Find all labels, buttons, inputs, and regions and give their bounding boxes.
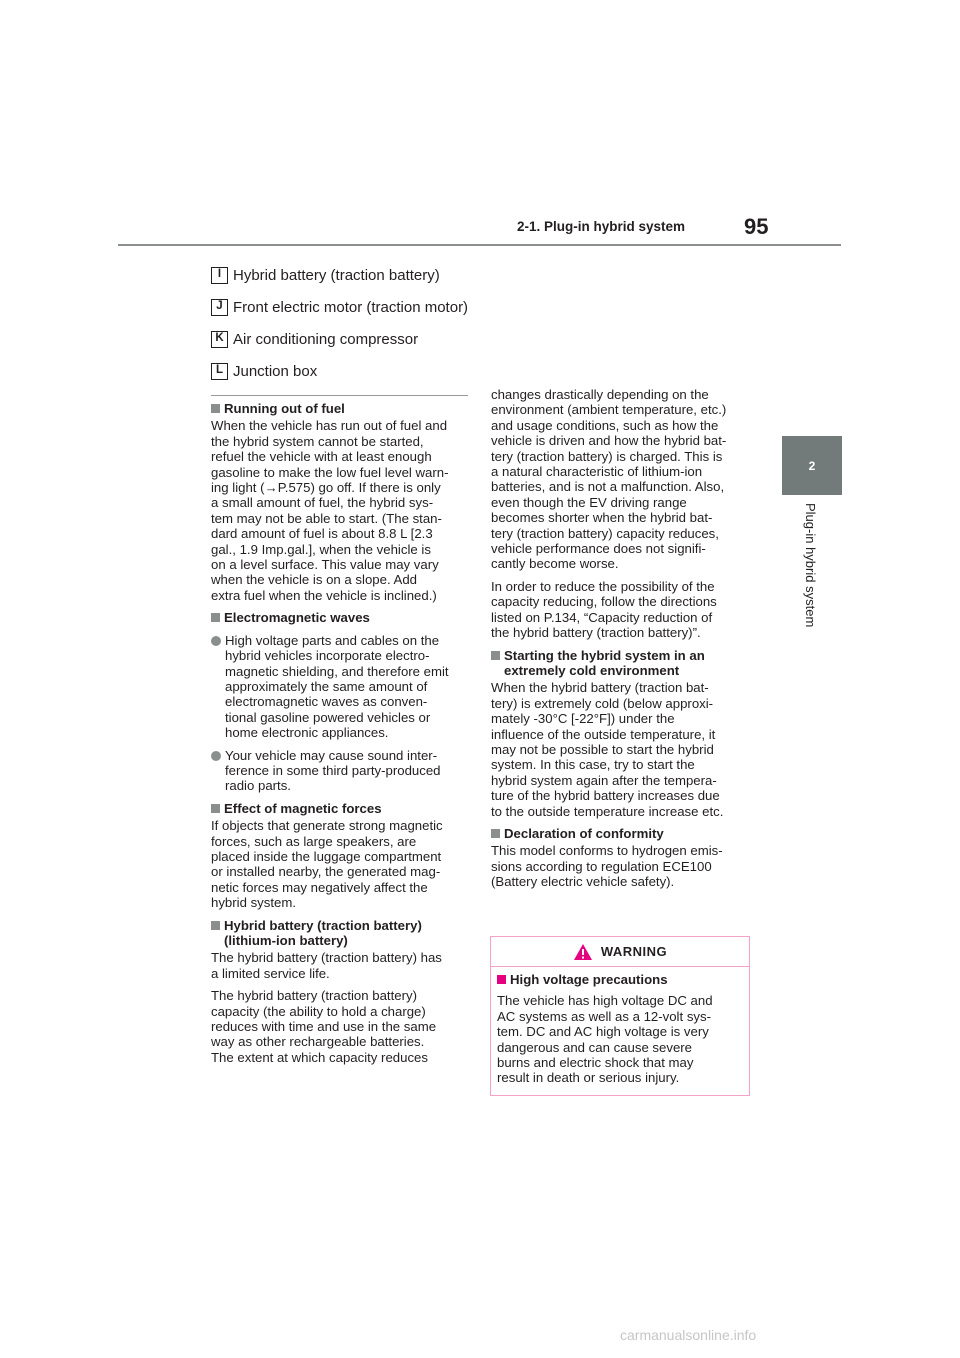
square-bullet-icon [491,829,500,838]
text-line: tery (traction battery) capacity reduces, [491,525,719,541]
legend-letter-box: J [211,299,228,316]
text-line: netic forces may negatively affect the [211,879,428,895]
warning-heading: High voltage precautions [497,972,743,987]
em-bullet-text [225,633,449,741]
section-divider [211,395,468,396]
text-line: approximately the same amount of [225,678,428,694]
legend-letter-box: K [211,331,228,348]
text-line: hybrid vehicles incorporate electro- [225,648,430,664]
square-bullet-icon [211,804,220,813]
fuel-heading: Running out of fuel [211,401,471,416]
text-line: hybrid system. [211,895,297,911]
text-line: changes drastically depending on the [491,387,709,402]
warning-body [491,967,749,1086]
text-line: or installed nearby, the generated mag- [211,864,441,880]
text-line: capacity (the ability to hold a charge) [211,1003,426,1019]
legend-text: Junction box [233,362,318,380]
text-line: a limited service life. [211,965,330,981]
chapter-tab [782,436,842,495]
text-line: ference in some third party-produced [225,762,441,778]
text-line: The extent at which capacity reduces [211,1049,428,1065]
text-line: If objects that generate strong magnetic [211,818,443,834]
text-line: batteries, and is not a malfunction. Also, [491,479,725,495]
em-heading: Electromagnetic waves [211,610,471,625]
battery-heading: Hybrid battery (traction battery) (lithium-ion battery) [211,918,471,949]
text-line: may not be possible to start the hybrid [491,741,714,757]
em-bullet-text [225,748,441,794]
text-line: gal., 1.9 Imp.gal.], when the vehicle is [211,541,431,557]
circle-bullet-icon [211,636,221,646]
text-line: environment (ambient temperature, etc.) [491,402,727,418]
left-column [211,401,471,1072]
text-line: system. In this case, try to start the [491,757,695,773]
text-line: forces, such as large speakers, are [211,833,417,849]
text-line: refuel the vehicle with at least enough [211,449,432,465]
text-line: tery (traction battery) is charged. This is [491,448,723,464]
em-bullet-item [211,748,471,794]
text-line: cantly become worse. [491,556,619,572]
text-line: a natural characteristic of lithium-ion [491,464,703,480]
text-line: mately -30°C [-22°F]) under the [491,711,675,727]
header-divider [118,244,841,246]
square-bullet-icon [211,404,220,413]
text-line: the hybrid system cannot be started, [211,433,424,449]
legend-item [211,259,468,291]
text-line: When the vehicle has run out of fuel and [211,418,448,434]
text-line: (Battery electric vehicle safety). [491,874,675,890]
text-line: influence of the outside temperature, it [491,726,716,742]
legend-text: Front electric motor (traction motor) [233,298,469,316]
battery-text-continued [491,387,753,572]
warning-title: WARNING [600,944,668,959]
text-line: The vehicle has high voltage DC and [497,993,713,1009]
capacity-reduction-text [491,579,753,641]
text-line: gasoline to make the low fuel level warn- [211,464,449,480]
text-line: tem. DC and AC high voltage is very [497,1024,709,1040]
warning-header [491,937,749,967]
text-line: becomes shorter when the hybrid bat- [491,510,713,526]
text-line: extra fuel when the vehicle is inclined.) [211,587,437,603]
page-number: 95 [744,214,769,239]
text-line: home electronic appliances. [225,725,389,741]
text-line: the hybrid battery (traction battery)”. [491,625,701,641]
text-line: a small amount of fuel, the hybrid sys- [211,495,434,511]
text-line: even though the EV driving range [491,494,687,510]
text-line: placed inside the luggage compartment [211,848,442,864]
text-line: vehicle performance does not signifi- [491,541,706,557]
chapter-label: Plug-in hybrid system [803,503,818,628]
fuel-text [211,418,471,603]
text-line: dard amount of fuel is about 8.8 L [2.3 [211,526,433,542]
text-line: magnetic shielding, and therefore emit [225,663,449,679]
text-line: When the hybrid battery (traction bat- [491,680,709,696]
text-line: The hybrid battery (traction battery) has [211,950,442,966]
text-line: burns and electric shock that may [497,1055,694,1071]
text-line: to the outside temperature increase etc. [491,803,724,819]
text-line: and usage conditions, such as how the [491,417,719,433]
text-line: result in death or serious injury. [497,1070,680,1086]
text-line: way as other rechargeable batteries. [211,1034,425,1050]
text-line: High voltage parts and cables on the [225,632,440,648]
conformity-text [491,843,753,889]
watermark: carmanualsonline.info [620,1327,757,1343]
square-bullet-icon [211,921,220,930]
text-line: radio parts. [225,778,291,794]
circle-bullet-icon [211,751,221,761]
cold-heading: Starting the hybrid system in an extremely cold environment [491,648,753,679]
text-line: dangerous and can cause severe [497,1039,693,1055]
legend-text: Hybrid battery (traction battery) [233,266,440,284]
conformity-heading: Declaration of conformity [491,826,753,841]
text-line: tem may not be able to start. (The stan- [211,510,442,526]
text-line: ing light (→P.575) go off. If there is only [211,480,441,496]
text-line: vehicle is driven and how the hybrid bat- [491,433,727,449]
warning-box [490,936,750,1096]
text-line: tional gasoline powered vehicles or [225,709,431,725]
legend-text: Air conditioning compressor [233,330,419,348]
text-line: This model conforms to hydrogen emis- [491,843,723,859]
text-line: sions according to regulation ECE100 [491,858,712,874]
text-line: reduces with time and use in the same [211,1019,437,1035]
chapter-number: 2 [808,458,816,473]
square-bullet-icon [211,613,220,622]
component-legend [211,259,468,387]
text-line: Your vehicle may cause sound inter- [225,747,438,763]
text-line: In order to reduce the possibility of the [491,578,715,594]
right-column [491,387,753,897]
warning-text [497,993,743,1085]
magnetic-heading: Effect of magnetic forces [211,801,471,816]
text-line: electromagnetic waves as conven- [225,694,428,710]
text-line: AC systems as well as a 12-volt sys- [497,1008,711,1024]
legend-item [211,355,468,387]
em-bullet-item [211,633,471,741]
text-line: on a level surface. This value may vary [211,557,439,573]
text-line: tery) is extremely cold (below approxi- [491,695,714,711]
magnetic-text [211,818,471,910]
legend-letter-box: I [211,267,228,284]
cold-text [491,680,753,819]
square-bullet-icon [497,975,506,984]
warning-triangle-icon [573,943,593,961]
battery-text [211,950,471,981]
text-line: listed on P.134, “Capacity reduction of [491,609,713,625]
text-line: The hybrid battery (traction battery) [211,988,417,1004]
legend-item [211,291,468,323]
legend-letter-box: L [211,363,228,380]
text-line: ture of the hybrid battery increases due [491,788,720,804]
text-line: capacity reducing, follow the directions [491,594,717,610]
text-line: hybrid system again after the tempera- [491,772,717,788]
legend-item [211,323,468,355]
section-title: 2-1. Plug-in hybrid system [517,219,686,234]
text-line: when the vehicle is on a slope. Add [211,572,418,588]
square-bullet-icon [491,651,500,660]
battery-text [211,988,471,1065]
